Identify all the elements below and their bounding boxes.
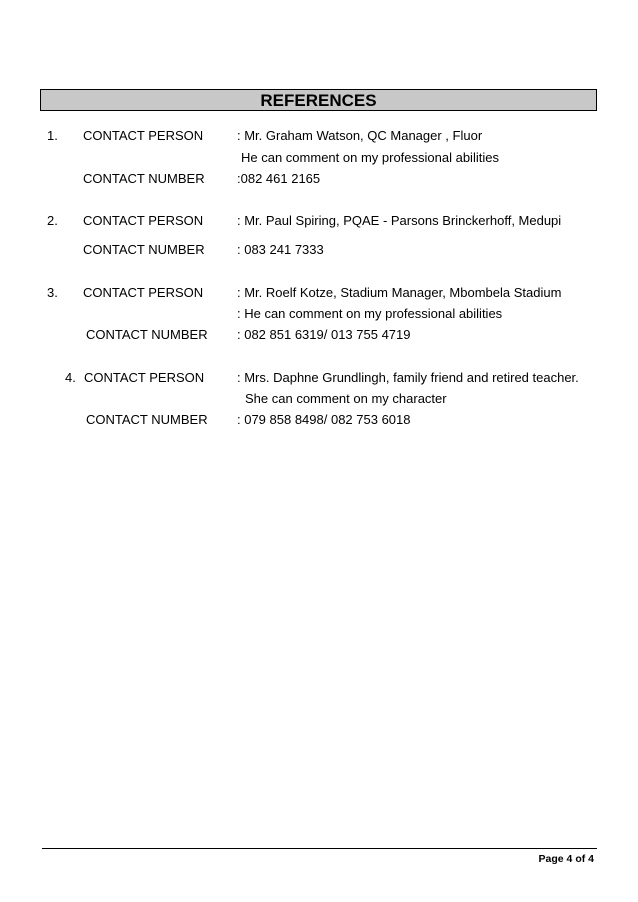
reference-note: She can comment on my character [245,391,447,406]
contact-person-label: CONTACT PERSON [83,128,204,143]
contact-number-label: CONTACT NUMBER [86,327,208,342]
page-number: Page 4 of 4 [538,853,594,865]
reference-number: 2. [47,213,58,228]
section-title: REFERENCES [40,89,597,111]
contact-number-value: : 082 851 6319/ 013 755 4719 [237,327,411,342]
reference-number: 3. [47,285,58,300]
reference-note: He can comment on my professional abilities [241,150,499,165]
contact-person-label: CONTACT PERSON [83,213,204,228]
contact-person-value: : Mr. Paul Spiring, PQAE - Parsons Brinckerhoff, Medupi [237,213,562,228]
reference-number: 4. [65,370,76,385]
contact-person-value: : Mr. Graham Watson, QC Manager , Fluor [237,128,483,143]
contact-number-label: CONTACT NUMBER [83,171,205,186]
contact-number-label: CONTACT NUMBER [83,242,205,257]
contact-person-value: : Mrs. Daphne Grundlingh, family friend and retired teacher. [237,370,579,385]
contact-number-label: CONTACT NUMBER [86,412,208,427]
contact-person-label: CONTACT PERSON [83,285,204,300]
reference-number: 1. [47,128,58,143]
contact-number-value: : 079 858 8498/ 082 753 6018 [237,412,411,427]
contact-number-value: :082 461 2165 [237,171,321,186]
reference-note: : He can comment on my professional abilities [237,306,503,321]
footer-divider [42,848,597,849]
contact-number-value: : 083 241 7333 [237,242,324,257]
contact-person-label: CONTACT PERSON [84,370,205,385]
contact-person-value: : Mr. Roelf Kotze, Stadium Manager, Mbombela Stadium [237,285,562,300]
